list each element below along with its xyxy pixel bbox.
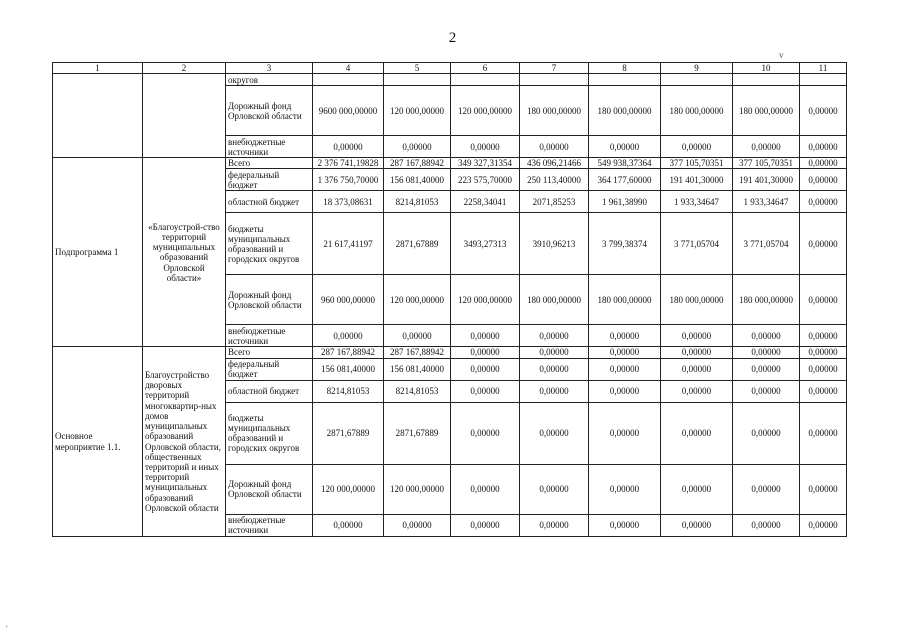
value-cell: 180 000,00000 xyxy=(520,275,589,325)
funding-source-cell: Дорожный фонд Орловской области xyxy=(226,275,313,325)
value-cell: 180 000,00000 xyxy=(520,86,589,136)
program-name-cell xyxy=(143,74,226,158)
value-cell: 0,00000 xyxy=(800,86,847,136)
value-cell: 156 081,40000 xyxy=(313,358,384,380)
funding-source-cell: бюджеты муниципальных образований и городских округов xyxy=(226,213,313,275)
status-cell xyxy=(53,74,143,158)
value-cell: 0,00000 xyxy=(451,347,520,358)
value-cell: 0,00000 xyxy=(661,380,733,402)
value-cell: 120 000,00000 xyxy=(384,86,451,136)
value-cell: 287 167,88942 xyxy=(384,347,451,358)
funding-source-cell: областной бюджет xyxy=(226,380,313,402)
column-number: 1 xyxy=(53,63,143,74)
column-number: 6 xyxy=(451,63,520,74)
column-number: 5 xyxy=(384,63,451,74)
value-cell: 21 617,41197 xyxy=(313,213,384,275)
column-number: 11 xyxy=(800,63,847,74)
funding-source-cell: внебюджетные источники xyxy=(226,325,313,347)
value-cell: 0,00000 xyxy=(800,402,847,464)
value-cell: 0,00000 xyxy=(451,136,520,158)
value-cell: 0,00000 xyxy=(661,358,733,380)
value-cell: 377 105,70351 xyxy=(733,158,800,169)
program-name-cell: «Благоустрой-ство территорий муниципальных образований Орловской области» xyxy=(143,158,226,347)
table-row xyxy=(53,74,847,86)
value-cell: 0,00000 xyxy=(800,136,847,158)
value-cell: 0,00000 xyxy=(589,402,661,464)
value-cell: 8214,81053 xyxy=(384,380,451,402)
value-cell: 2071,85253 xyxy=(520,191,589,213)
column-number: 4 xyxy=(313,63,384,74)
value-cell: 0,00000 xyxy=(800,325,847,347)
value-cell: 3493,27313 xyxy=(451,213,520,275)
value-cell: 120 000,00000 xyxy=(313,464,384,514)
value-cell: 349 327,31354 xyxy=(451,158,520,169)
value-cell: 0,00000 xyxy=(520,136,589,158)
value-cell: 0,00000 xyxy=(589,358,661,380)
column-number-row xyxy=(53,63,847,74)
column-number: 9 xyxy=(661,63,733,74)
value-cell: 436 096,21466 xyxy=(520,158,589,169)
value-cell: 1 933,34647 xyxy=(733,191,800,213)
value-cell: 0,00000 xyxy=(800,275,847,325)
funding-source-cell: областной бюджет xyxy=(226,191,313,213)
program-name-cell: Благоустройство дворовых территорий многоквартир-ных домов муниципальных образований Орловской области, общественных территорий и иных территорий муниципальных образований Орловской области xyxy=(143,347,226,536)
value-cell: 0,00000 xyxy=(800,213,847,275)
value-cell: 2871,67889 xyxy=(313,402,384,464)
value-cell: 0,00000 xyxy=(733,402,800,464)
value-cell: 0,00000 xyxy=(733,136,800,158)
value-cell: 377 105,70351 xyxy=(661,158,733,169)
funding-source-cell: Дорожный фонд Орловской области xyxy=(226,86,313,136)
column-number: 2 xyxy=(143,63,226,74)
value-cell xyxy=(520,74,589,86)
value-cell: 0,00000 xyxy=(733,380,800,402)
value-cell: 0,00000 xyxy=(800,158,847,169)
value-cell: 180 000,00000 xyxy=(661,275,733,325)
value-cell: 0,00000 xyxy=(589,514,661,536)
value-cell: 1 376 750,70000 xyxy=(313,169,384,191)
value-cell: 8214,81053 xyxy=(384,191,451,213)
funding-source-cell: федеральный бюджет xyxy=(226,358,313,380)
funding-source-cell: федеральный бюджет xyxy=(226,169,313,191)
value-cell: 0,00000 xyxy=(520,402,589,464)
value-cell: 0,00000 xyxy=(520,325,589,347)
table-body xyxy=(53,63,847,537)
value-cell: 250 113,40000 xyxy=(520,169,589,191)
status-cell: Подпрограмма 1 xyxy=(53,158,143,347)
margin-mark: ' xyxy=(6,624,8,634)
value-cell: 0,00000 xyxy=(451,325,520,347)
value-cell xyxy=(800,74,847,86)
value-cell xyxy=(589,74,661,86)
budget-table xyxy=(52,62,847,537)
value-cell: 0,00000 xyxy=(313,136,384,158)
funding-source-cell: Всего xyxy=(226,347,313,358)
column-number: 3 xyxy=(226,63,313,74)
value-cell: 156 081,40000 xyxy=(384,169,451,191)
value-cell: 0,00000 xyxy=(589,136,661,158)
value-cell: 0,00000 xyxy=(661,514,733,536)
value-cell: 0,00000 xyxy=(661,325,733,347)
value-cell xyxy=(451,74,520,86)
value-cell: 0,00000 xyxy=(384,325,451,347)
value-cell: 1 961,38990 xyxy=(589,191,661,213)
column-number: 8 xyxy=(589,63,661,74)
value-cell: 0,00000 xyxy=(589,464,661,514)
value-cell: 120 000,00000 xyxy=(451,275,520,325)
value-cell: 120 000,00000 xyxy=(451,86,520,136)
value-cell: 0,00000 xyxy=(520,514,589,536)
value-cell: 3 771,05704 xyxy=(661,213,733,275)
value-cell: 0,00000 xyxy=(661,136,733,158)
value-cell: 2258,34041 xyxy=(451,191,520,213)
value-cell xyxy=(384,74,451,86)
page-number: 2 xyxy=(448,30,457,46)
value-cell: 0,00000 xyxy=(800,347,847,358)
value-cell: 0,00000 xyxy=(661,402,733,464)
value-cell: 180 000,00000 xyxy=(661,86,733,136)
column-number: 7 xyxy=(520,63,589,74)
value-cell: 156 081,40000 xyxy=(384,358,451,380)
value-cell: 180 000,00000 xyxy=(733,86,800,136)
value-cell: 0,00000 xyxy=(661,347,733,358)
value-cell xyxy=(733,74,800,86)
corner-mark: v xyxy=(779,50,784,60)
value-cell: 0,00000 xyxy=(451,514,520,536)
value-cell: 0,00000 xyxy=(800,464,847,514)
funding-source-cell: внебюджетные источники xyxy=(226,136,313,158)
funding-source-cell: бюджеты муниципальных образований и городских округов xyxy=(226,402,313,464)
column-number: 10 xyxy=(733,63,800,74)
value-cell: 120 000,00000 xyxy=(384,275,451,325)
value-cell: 0,00000 xyxy=(451,380,520,402)
value-cell: 0,00000 xyxy=(733,325,800,347)
value-cell: 9600 000,00000 xyxy=(313,86,384,136)
value-cell: 364 177,60000 xyxy=(589,169,661,191)
value-cell: 0,00000 xyxy=(384,136,451,158)
value-cell: 287 167,88942 xyxy=(313,347,384,358)
value-cell: 2 376 741,19828 xyxy=(313,158,384,169)
value-cell: 180 000,00000 xyxy=(589,86,661,136)
table-row xyxy=(53,347,847,358)
value-cell: 0,00000 xyxy=(451,402,520,464)
value-cell: 191 401,30000 xyxy=(661,169,733,191)
value-cell: 18 373,08631 xyxy=(313,191,384,213)
value-cell: 3 799,38374 xyxy=(589,213,661,275)
value-cell: 0,00000 xyxy=(520,464,589,514)
value-cell: 0,00000 xyxy=(313,325,384,347)
value-cell: 0,00000 xyxy=(520,380,589,402)
value-cell: 2871,67889 xyxy=(384,213,451,275)
value-cell: 0,00000 xyxy=(313,514,384,536)
value-cell: 0,00000 xyxy=(733,464,800,514)
value-cell: 0,00000 xyxy=(384,514,451,536)
value-cell: 8214,81053 xyxy=(313,380,384,402)
value-cell: 180 000,00000 xyxy=(733,275,800,325)
value-cell: 0,00000 xyxy=(800,191,847,213)
funding-source-cell: Всего xyxy=(226,158,313,169)
value-cell: 0,00000 xyxy=(520,347,589,358)
value-cell: 0,00000 xyxy=(800,380,847,402)
value-cell xyxy=(313,74,384,86)
value-cell: 0,00000 xyxy=(451,464,520,514)
value-cell: 0,00000 xyxy=(733,514,800,536)
status-cell: Основное мероприятие 1.1. xyxy=(53,347,143,536)
funding-source-cell: внебюджетные источники xyxy=(226,514,313,536)
value-cell: 0,00000 xyxy=(520,358,589,380)
value-cell: 0,00000 xyxy=(800,514,847,536)
value-cell: 0,00000 xyxy=(800,169,847,191)
funding-source-cell: округов xyxy=(226,74,313,86)
value-cell: 0,00000 xyxy=(589,380,661,402)
value-cell: 120 000,00000 xyxy=(384,464,451,514)
value-cell: 1 933,34647 xyxy=(661,191,733,213)
value-cell: 0,00000 xyxy=(800,358,847,380)
value-cell: 287 167,88942 xyxy=(384,158,451,169)
value-cell: 0,00000 xyxy=(661,464,733,514)
value-cell: 2871,67889 xyxy=(384,402,451,464)
value-cell xyxy=(661,74,733,86)
value-cell: 0,00000 xyxy=(733,347,800,358)
value-cell: 549 938,37364 xyxy=(589,158,661,169)
value-cell: 0,00000 xyxy=(733,358,800,380)
value-cell: 960 000,00000 xyxy=(313,275,384,325)
value-cell: 3910,96213 xyxy=(520,213,589,275)
value-cell: 223 575,70000 xyxy=(451,169,520,191)
value-cell: 0,00000 xyxy=(589,325,661,347)
value-cell: 0,00000 xyxy=(589,347,661,358)
value-cell: 0,00000 xyxy=(451,358,520,380)
value-cell: 191 401,30000 xyxy=(733,169,800,191)
table-row xyxy=(53,158,847,169)
funding-source-cell: Дорожный фонд Орловской области xyxy=(226,464,313,514)
value-cell: 3 771,05704 xyxy=(733,213,800,275)
value-cell: 180 000,00000 xyxy=(589,275,661,325)
